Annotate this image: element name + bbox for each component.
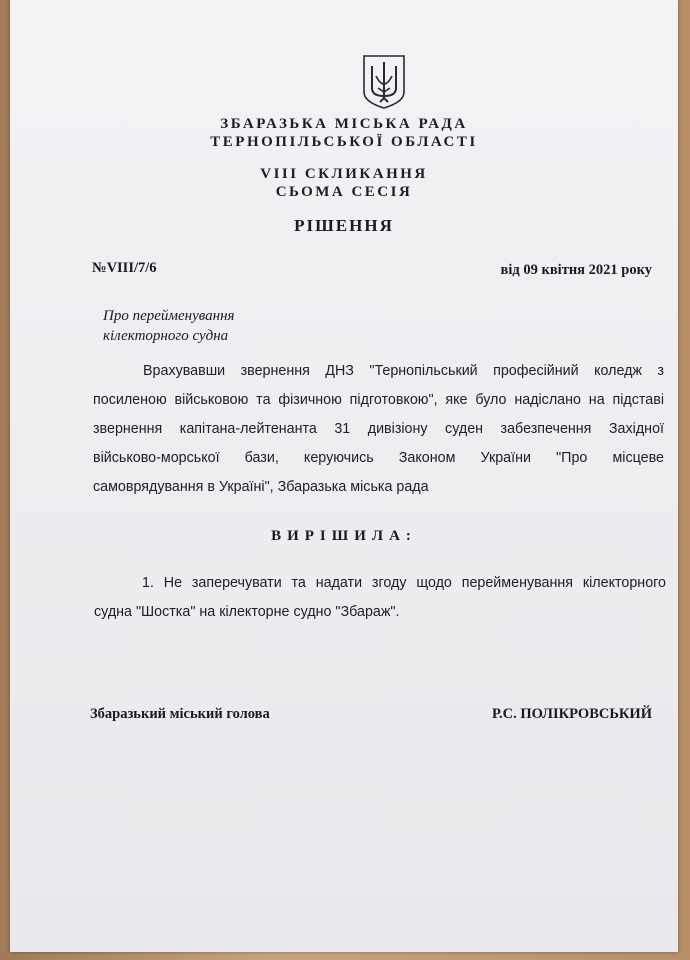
preamble-line: посиленою військовою та фізичною підготовкою", яке було надіслано на підставі xyxy=(93,392,664,408)
signatory-name: Р.С. ПОЛІКРОВСЬКИЙ xyxy=(491,706,652,722)
subject-line: Про перейменування xyxy=(103,308,235,324)
document-page xyxy=(10,0,678,952)
decision-line: 1. Не заперечувати та надати згоду щодо перейменування кілекторного xyxy=(142,575,666,591)
decision-number: №VIII/7/6 xyxy=(92,260,157,276)
decision-date: від 09 квітня 2021 року xyxy=(500,262,652,278)
decision-body xyxy=(94,569,666,627)
subject xyxy=(103,306,235,346)
subject-line: кілекторного судна xyxy=(103,328,229,344)
preamble xyxy=(93,357,664,502)
signatory-position: Збаразький міський голова xyxy=(90,706,270,722)
session: СЬОМА СЕСІЯ xyxy=(275,184,413,200)
decided-heading: ВИРІШИЛА: xyxy=(271,528,417,544)
preamble-line: військово-морської бази, керуючись Законом України "Про місцеве xyxy=(93,450,664,466)
council-name: ЗБАРАЗЬКА МІСЬКА РАДА xyxy=(220,116,468,132)
decision-line: судна "Шостка" на кілекторне судно "Збараж". xyxy=(94,604,400,620)
region-name: ТЕРНОПІЛЬСЬКОЇ ОБЛАСТІ xyxy=(210,134,478,150)
tryzub-icon xyxy=(362,54,406,110)
preamble-line: самоврядування в Україні", Збаразька міська рада xyxy=(93,479,429,495)
preamble-line: Врахувавши звернення ДНЗ "Тернопільський професійний коледж з xyxy=(143,363,664,379)
preamble-line: звернення капітана-лейтенанта 31 дивізіону суден забезпечення Західної xyxy=(93,421,664,437)
convocation: VIII СКЛИКАННЯ xyxy=(260,166,428,182)
document-type: РІШЕННЯ xyxy=(294,216,394,235)
